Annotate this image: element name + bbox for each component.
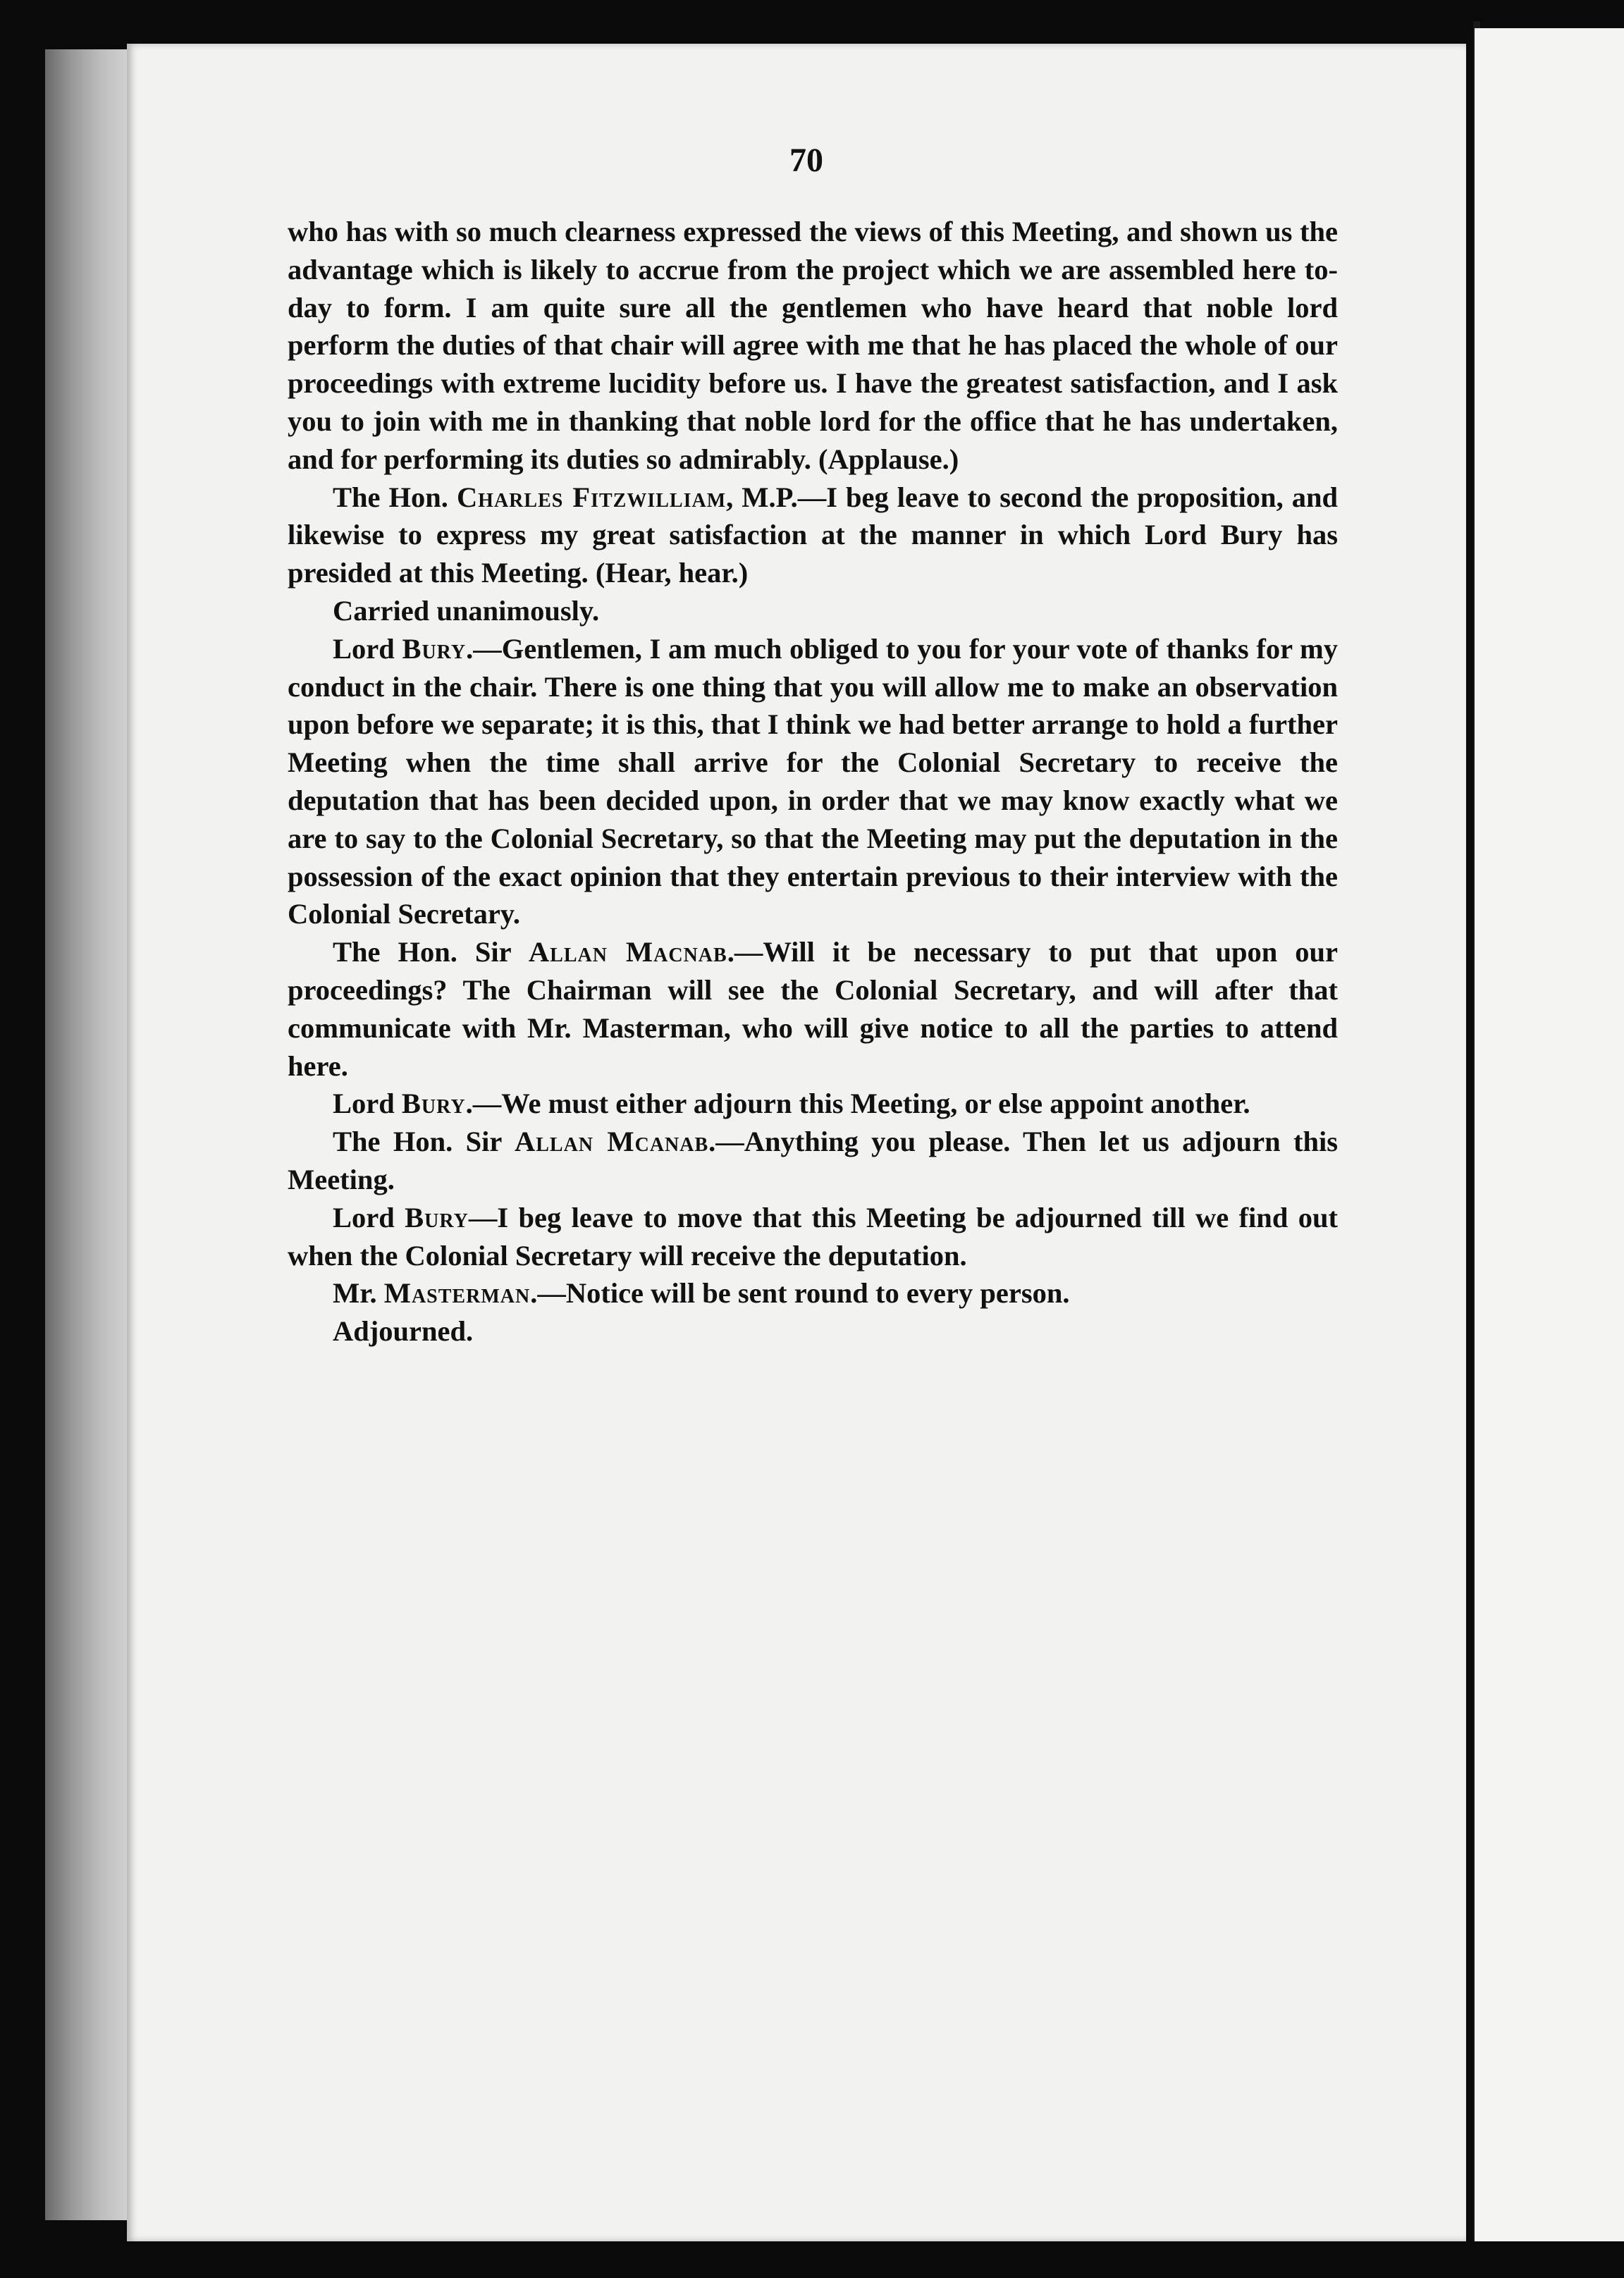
speaker-suffix: , M.P. bbox=[726, 481, 798, 513]
paragraph-text: Adjourned. bbox=[333, 1315, 474, 1348]
speaker-name: Allan Macnab bbox=[528, 936, 727, 968]
paragraph-9 bbox=[288, 1312, 1338, 1350]
paragraph-text: —I beg leave to move that this Meeting be adjourned till we find out when the Colonial Secretary will receive the deputation. bbox=[288, 1201, 1338, 1272]
paragraph-text: who has with so much clearness expressed the views of this Meeting, and shown us the advantage which is likely to accrue from the project which we are assembled here to-day to form. I am quite sure all the gentlemen who have heard that noble lord perform the duties of that chair will agree with me that he has placed the whole of our proceedings with extreme lucidity before us. I have the greatest satisfaction, and I ask you to join with me in thanking that noble lord for the office that he has undertaken, and for performing its duties so admirably. (Applause.) bbox=[288, 216, 1338, 475]
speaker-prefix: Lord bbox=[333, 632, 402, 665]
speaker-name: Bury bbox=[402, 632, 467, 665]
scan-border bbox=[0, 2241, 1624, 2278]
speaker-prefix: Mr. bbox=[333, 1277, 384, 1310]
paragraph-0 bbox=[288, 213, 1338, 479]
paragraph-1 bbox=[288, 479, 1338, 592]
speaker-prefix: Lord bbox=[333, 1088, 402, 1120]
speaker-suffix: . bbox=[465, 1088, 473, 1120]
paragraph-text: —I beg leave to second the proposition, and likewise to express my great satisfaction at the manner in which Lord Bury has presided at this Meeting. (Hear, hear.) bbox=[288, 481, 1338, 589]
speaker-name: Masterman bbox=[383, 1277, 531, 1310]
speaker-prefix: Lord bbox=[333, 1201, 405, 1233]
paragraph-3 bbox=[288, 630, 1338, 933]
speaker-prefix: The Hon. Sir bbox=[333, 936, 529, 968]
paragraph-8 bbox=[288, 1274, 1338, 1312]
paragraph-text: —Will it be necessary to put that upon our proceedings? The Chairman will see the Colonial Secretary, and will after that communicate with Mr. Masterman, who will give notice to all the parties to attend here. bbox=[288, 936, 1338, 1082]
facing-page-edge bbox=[1475, 28, 1624, 2278]
speaker-prefix: The Hon. bbox=[333, 481, 457, 513]
book-spine-edge bbox=[45, 49, 137, 2220]
paragraph-text: —Gentlemen, I am much obliged to you for your vote of thanks for my conduct in the chair. There is one thing that you will allow me to make an observation upon before we separate; it is this, that I think we had better arrange to hold a further Meeting when the time shall arrive for the Colonial Secretary to receive the deputation that has been decided upon, in order that we may know exactly what we are to say to the Colonial Secretary, so that the Meeting may put the deputation in the possession of the exact opinion that they entertain previous to their interview with the Colonial Secretary. bbox=[288, 632, 1338, 930]
speaker-suffix: . bbox=[708, 1126, 716, 1158]
speaker-suffix: . bbox=[530, 1277, 538, 1310]
speaker-name: Allan Mcanab bbox=[514, 1126, 709, 1158]
body-text bbox=[288, 213, 1338, 1350]
paragraph-7 bbox=[288, 1199, 1338, 1275]
paragraph-6 bbox=[288, 1123, 1338, 1199]
speaker-name: Bury bbox=[401, 1088, 466, 1120]
paragraph-text: —We must either adjourn this Meeting, or else appoint another. bbox=[472, 1088, 1250, 1120]
paragraph-text: —Notice will be sent round to every person. bbox=[537, 1277, 1070, 1310]
page-number: 70 bbox=[789, 142, 823, 179]
paragraph-2 bbox=[288, 592, 1338, 630]
speaker-suffix: . bbox=[466, 632, 474, 665]
speaker-suffix: . bbox=[727, 936, 734, 968]
paragraph-text: Carried unanimously. bbox=[333, 594, 600, 627]
speaker-prefix: The Hon. Sir bbox=[333, 1126, 515, 1158]
speaker-name: Charles Fitzwilliam bbox=[456, 481, 727, 513]
speaker-name: Bury bbox=[405, 1201, 469, 1233]
paragraph-4 bbox=[288, 933, 1338, 1085]
paragraph-text: —Anything you please. Then let us adjourn this Meeting. bbox=[288, 1126, 1339, 1195]
paragraph-5 bbox=[288, 1085, 1338, 1123]
